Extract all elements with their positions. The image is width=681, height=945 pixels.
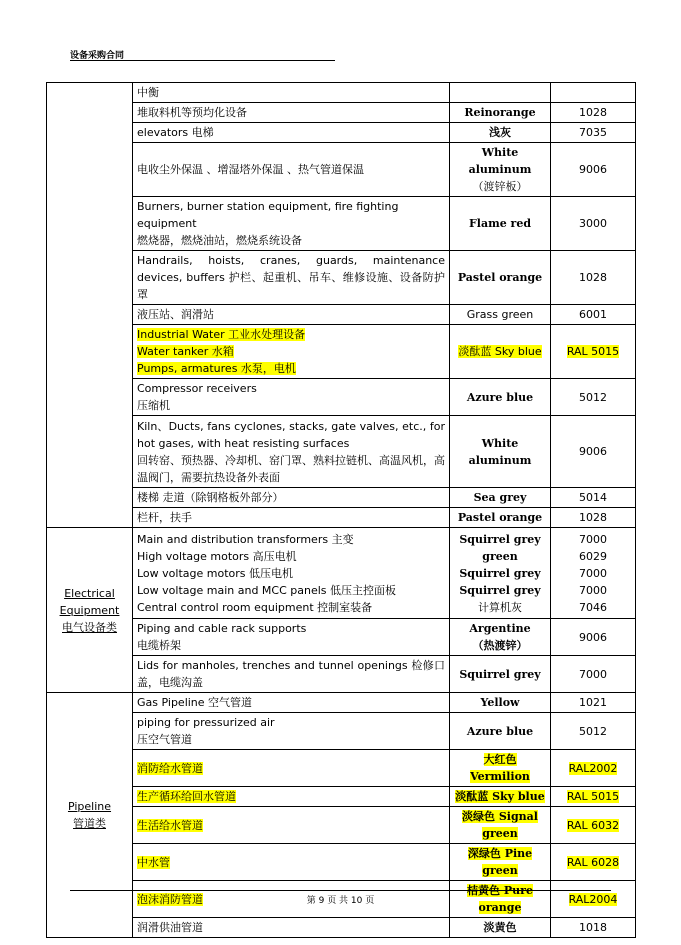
table-row [47,619,636,656]
highlighted-color: Vermilion [470,770,530,783]
equipment-description [133,844,450,881]
equipment-description [133,750,450,787]
desc-line: Low voltage main and MCC panels 低压主控面板 [137,583,397,597]
color-name: 浅灰 [450,123,551,143]
highlighted-color: orange [478,901,522,914]
color-name: 淡黄色 [450,918,551,938]
highlighted-color: green [482,827,518,840]
equipment-description: Handrails, hoists, cranes, guards, maintenance devices, buffers 护栏、起重机、吊车、维修设施、设备防护罩 [133,251,450,305]
highlighted-color: green [482,864,518,877]
equipment-description: 润滑供油管道 [133,918,450,938]
equipment-description: elevators 电梯 [133,123,450,143]
highlighted-color: 淡酞蓝 Sky blue [455,790,545,803]
equipment-description: 楼梯 走道（除钢格板外部分） [133,488,450,508]
table-row [47,508,636,528]
color-name [450,528,551,619]
color-name: White aluminum [450,416,551,488]
equipment-description [133,379,450,416]
highlighted-desc-line: Pumps, armatures 水泵，电机 [137,362,296,375]
table-row [47,750,636,787]
color-name-line: White aluminum [468,146,532,176]
equipment-description: 中衡 [133,83,450,103]
category-electrical [47,528,133,693]
table-row [47,123,636,143]
color-name: Grass green [450,305,551,325]
table-row [47,416,636,488]
table-row [47,197,636,251]
color-name: Azure blue [450,379,551,416]
color-code: 1028 [551,251,636,305]
code-line: 7000 [579,566,607,580]
color-name: Reinorange [450,103,551,123]
desc-line: 压缩机 [137,399,170,412]
paint-color-table [46,82,636,938]
highlighted-desc-line: 中水管 [137,855,170,869]
highlighted-color: 桔黄色 Pure [467,884,533,897]
color-name-line: Argentine [469,622,531,635]
color-note: （渡锌板） [472,180,528,193]
equipment-description [133,416,450,488]
color-code [551,750,636,787]
color-code: 5012 [551,379,636,416]
table-row [47,325,636,379]
color-code: 7035 [551,123,636,143]
color-name: Sea grey [450,488,551,508]
color-code [551,528,636,619]
color-code: 9006 [551,619,636,656]
equipment-description: 液压站、润滑站 [133,305,450,325]
equipment-description [133,325,450,379]
code-line: 7000 [579,532,607,546]
color-code [551,83,636,103]
table-row [47,83,636,103]
desc-line: piping for pressurized air [137,716,275,729]
table-row [47,379,636,416]
color-name: Azure blue [450,713,551,750]
color-code [551,787,636,807]
document-title: 设备采购合同 [70,51,125,61]
color-code: 7000 [551,656,636,693]
desc-line: Piping and cable rack supports [137,622,307,635]
highlighted-code: RAL 5015 [566,345,620,358]
color-name [450,325,551,379]
table-row [47,656,636,693]
color-name [450,619,551,656]
highlighted-code: RAL 5015 [566,790,620,803]
page-number: 第 9 页 共 10 页 [306,896,375,906]
desc-line: Main and distribution transformers 主变 [137,532,354,546]
highlighted-desc-line: Water tanker 水箱 [137,345,234,358]
category-label-en: Pipeline [67,800,112,813]
color-name-line: Squirrel grey [459,583,541,597]
header-divider [70,60,335,61]
color-code: 5014 [551,488,636,508]
highlighted-code: RAL2004 [568,892,618,906]
color-name: Flame red [450,197,551,251]
color-name [450,844,551,881]
highlighted-color: 淡绿色 Signal [462,810,538,823]
equipment-description: 堆取料机等预均化设备 [133,103,450,123]
color-code [551,844,636,881]
desc-line: 回转窑、预热器、冷却机、窑门罩、熟料拉链机、高温风机，高温阀门，需要抗热设备外表面 [137,453,445,484]
desc-line: Low voltage motors 低压电机 [137,566,293,580]
color-name: Pastel orange [450,508,551,528]
highlighted-color: 大红色 [483,753,517,766]
table-row [47,693,636,713]
highlighted-code: RAL 6032 [566,818,620,832]
desc-line: High voltage motors 高压电机 [137,549,297,563]
desc-line: Kiln、Ducts, fans cyclones, stacks, gate valves, etc., for hot gases, with heat resisting surfaces [137,419,445,450]
color-name: Pastel orange [450,251,551,305]
highlighted-desc-line: 生活给水管道 [137,818,203,832]
color-code: 6001 [551,305,636,325]
table-row [47,918,636,938]
table-row [47,251,636,305]
category-label-en: Electrical [64,586,115,600]
highlighted-desc-line: 泡沫消防管道 [137,892,203,906]
table-row [47,143,636,197]
color-name-line: （热渡锌） [472,639,528,652]
table-row [47,488,636,508]
color-code: 1021 [551,693,636,713]
table-row [47,305,636,325]
color-name [450,750,551,787]
highlighted-desc-line: Industrial Water 工业水处理设备 [137,328,306,341]
desc-line: 压空气管道 [137,733,192,746]
color-name [450,787,551,807]
color-code [551,807,636,844]
color-name [450,143,551,197]
color-name-line: Squirrel grey [459,532,541,546]
color-name-line: green [482,549,518,563]
table-row [47,103,636,123]
footer-divider [70,890,611,891]
color-name: Squirrel grey [450,656,551,693]
highlighted-desc-line: 生产循环给回水管道 [137,790,236,803]
equipment-description [133,713,450,750]
category-label-cn: 电气设备类 [62,620,117,634]
table-row [47,713,636,750]
code-line: 7000 [579,583,607,597]
table-row [47,807,636,844]
equipment-description [133,807,450,844]
color-code [551,325,636,379]
equipment-description: 电收尘外保温 、增湿塔外保温 、热气管道保温 [133,143,450,197]
color-code: 5012 [551,713,636,750]
color-code: 9006 [551,143,636,197]
desc-line: Central control room equipment 控制室装备 [137,600,373,614]
category-cell-general [47,83,133,528]
highlighted-color: 深绿色 Pine [467,847,533,860]
table-row [47,844,636,881]
desc-line: Compressor receivers [137,382,257,395]
equipment-description: Gas Pipeline 空气管道 [133,693,450,713]
desc-line: 电缆桥架 [137,639,181,652]
code-line: 7046 [579,600,607,614]
equipment-description: 栏杆，扶手 [133,508,450,528]
highlighted-code: RAL 6028 [566,855,620,869]
color-code: 1028 [551,103,636,123]
highlighted-desc-line: 消防给水管道 [137,761,203,775]
desc-line: Burners, burner station equipment, fire fighting equipment [137,200,399,230]
color-name-line: Squirrel grey [459,566,541,580]
equipment-description [133,528,450,619]
equipment-description [133,619,450,656]
color-code: 3000 [551,197,636,251]
desc-line: 燃烧器，燃烧油站，燃烧系统设备 [137,234,302,247]
code-line: 6029 [579,549,607,563]
color-code: 1018 [551,918,636,938]
equipment-description: Lids for manholes, trenches and tunnel openings 检修口盖，电缆沟盖 [133,656,450,693]
color-name [450,83,551,103]
category-label-en: Equipment [59,603,120,617]
category-label-cn: 管道类 [73,817,106,830]
color-name [450,807,551,844]
color-code: 1028 [551,508,636,528]
table-row [47,528,636,619]
table-row [47,787,636,807]
highlighted-code: RAL2002 [568,761,618,775]
highlighted-color: 淡酞蓝 Sky blue [458,345,542,358]
color-name-line: 计算机灰 [478,600,522,614]
color-name: Yellow [450,693,551,713]
equipment-description [133,197,450,251]
color-code: 9006 [551,416,636,488]
equipment-description [133,787,450,807]
